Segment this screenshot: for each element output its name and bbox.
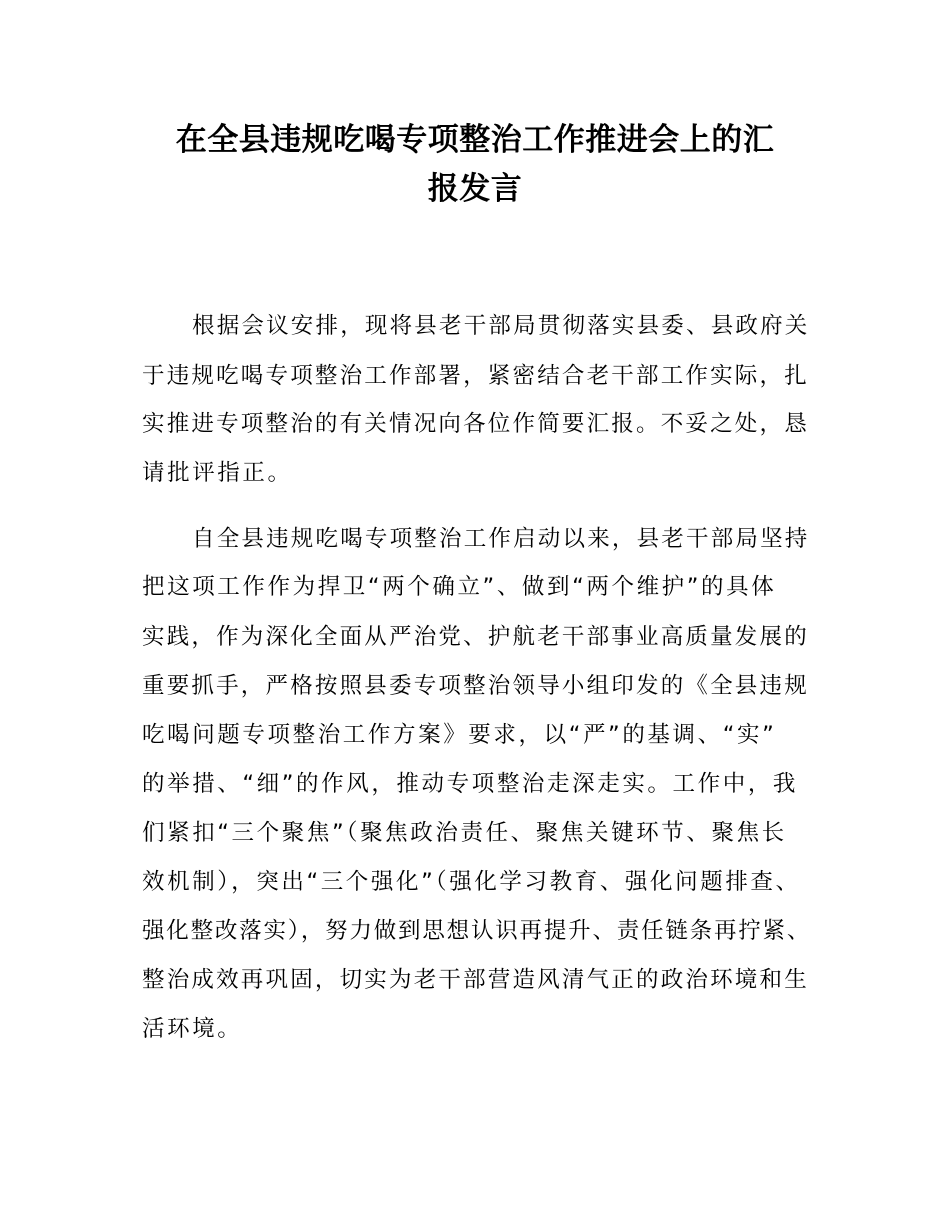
paragraph-2-line-3: 实践，作为深化全面从严治党、护航老干部事业高质量发展的 [142, 624, 809, 650]
paragraph-2-line-6: 的举措、“细”的作风，推动专项整治走深走实。工作中，我 [142, 771, 799, 797]
document-title-line-2: 报发言 [427, 171, 523, 207]
document-title-line-1: 在全县违规吃喝专项整治工作推进会上的汇 [175, 122, 775, 158]
paragraph-2-line-7: 们紧扣“三个聚焦”（聚焦政治责任、聚焦关键环节、聚焦长 [142, 820, 787, 846]
paragraph-2-line-10: 整治成效再巩固，切实为老干部营造风清气正的政治环境和生 [142, 967, 809, 993]
paragraph-2-line-1: 自全县违规吃喝专项整治工作启动以来，县老干部局坚持 [192, 526, 810, 552]
paragraph-2-line-2: 把这项工作作为捍卫“两个确立”、做到“两个维护”的具体 [142, 574, 777, 600]
paragraph-1-line-2: 于违规吃喝专项整治工作部署，紧密结合老干部工作实际，扎 [142, 363, 809, 389]
paragraph-2-line-5: 吃喝问题专项整治工作方案》要求，以“严”的基调、“实” [142, 722, 777, 748]
paragraph-2-line-8: 效机制），突出“三个强化”（强化学习教育、强化问题排查、 [142, 869, 801, 895]
paragraph-1-line-4: 请批评指正。 [142, 460, 293, 486]
paragraph-1-line-3: 实推进专项整治的有关情况向各位作简要汇报。不妥之处，恳 [142, 411, 809, 437]
paragraph-1-line-1: 根据会议安排，现将县老干部局贯彻落实县委、县政府关 [192, 313, 810, 339]
paragraph-2-line-4: 重要抓手，严格按照县委专项整治领导小组印发的《全县违规 [142, 673, 809, 699]
paragraph-2-line-9: 强化整改落实），努力做到思想认识再提升、责任链条再拧紧、 [142, 918, 812, 944]
paragraph-2-line-11: 活环境。 [142, 1016, 243, 1042]
